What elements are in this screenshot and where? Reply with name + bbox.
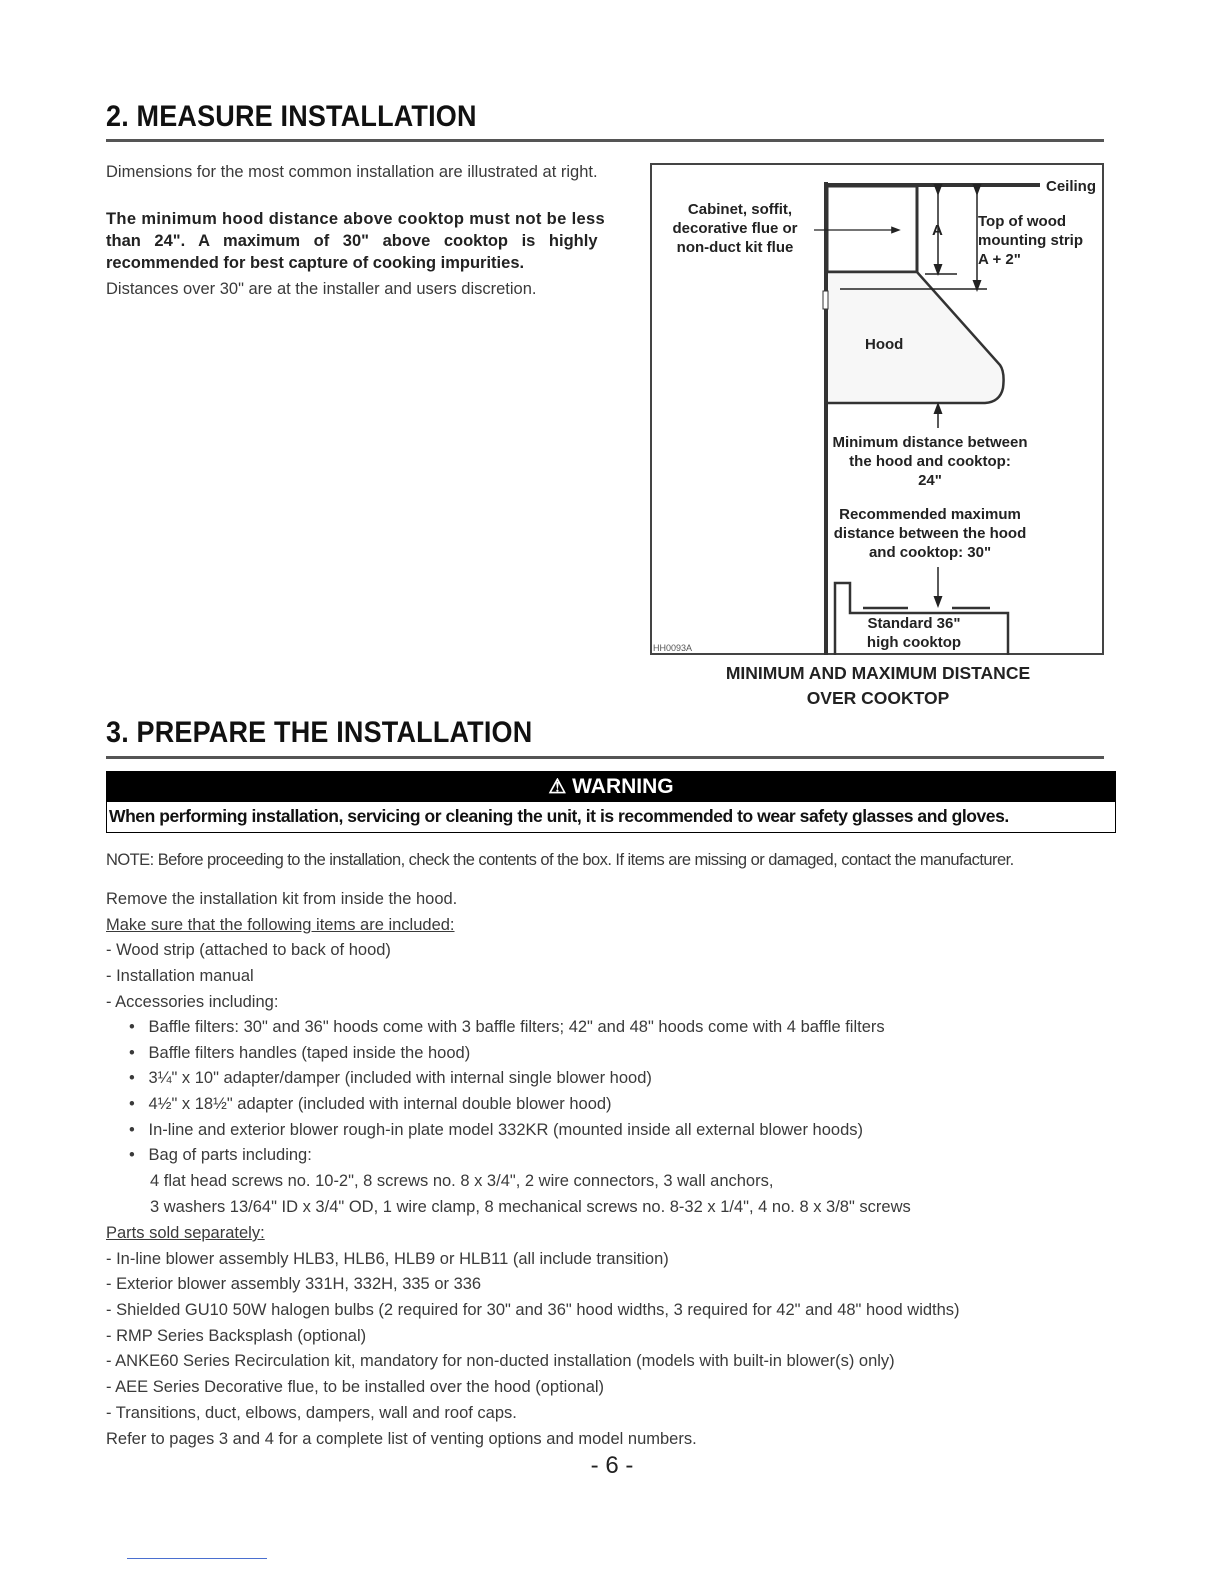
- diagram-caption-1: MINIMUM AND MAXIMUM DISTANCE: [725, 663, 1031, 683]
- note-text: NOTE: Before proceeding to the installation, check the contents of the box. If items are missing or damaged, contact the manufacturer.: [106, 851, 1014, 869]
- min-distance-text-2: than 24". A maximum of 30" above cooktop is highly: [106, 232, 598, 250]
- hood-shape: [828, 272, 1004, 403]
- cabinet-label-2: decorative flue or: [672, 220, 798, 237]
- separate-item: - In-line blower assembly HLB3, HLB6, HLB9 or HLB11 (all include transition): [106, 1250, 669, 1268]
- cabinet-box: [827, 186, 917, 272]
- warning-text: When performing installation, servicing or cleaning the unit, it is recommended to wear safety glasses and gloves.: [109, 806, 1009, 826]
- separate-item: - Shielded GU10 50W halogen bulbs (2 required for 30" and 36" hood widths, 3 required for 42" and 48" hood widths): [106, 1301, 960, 1319]
- accessory-item: • 3¼" x 10" adapter/damper (included with internal single blower hood): [129, 1069, 652, 1087]
- parts-bag-line: 3 washers 13/64" ID x 3/4" OD, 1 wire clamp, 8 mechanical screws no. 8-32 x 1/4", 4 no. 8 x 3/8" screws: [150, 1198, 911, 1216]
- included-item: - Accessories including:: [106, 993, 279, 1011]
- max-label-2: distance between the hood: [833, 525, 1027, 542]
- warning-triangle-icon: ⚠: [548, 776, 567, 798]
- min-label-3: 24": [918, 472, 942, 489]
- included-item: - Installation manual: [106, 967, 254, 985]
- min-label-1: Minimum distance between: [832, 434, 1028, 451]
- separate-item: - Transitions, duct, elbows, dampers, wall and roof caps.: [106, 1404, 517, 1422]
- min-distance-text-3: recommended for best capture of cooking impurities.: [106, 254, 525, 272]
- max-label-3: and cooktop: 30": [868, 544, 992, 561]
- accessory-text: In-line and exterior blower rough-in plate model 332KR (mounted inside all external blower hoods): [148, 1121, 864, 1139]
- accessory-text: Baffle filters: 30" and 36" hoods come with 3 baffle filters; 42" and 48" hoods come with 4 baffle filters: [148, 1018, 885, 1036]
- accessory-text: 4½" x 18½" adapter (included with internal double blower hood): [148, 1095, 612, 1113]
- strip-label-2: mounting strip: [978, 232, 1083, 249]
- accessory-text: Bag of parts including:: [148, 1146, 312, 1164]
- parts-bag-line: 4 flat head screws no. 10-2", 8 screws no. 8 x 3/4", 2 wire connectors, 3 wall anchors,: [150, 1172, 774, 1190]
- distance-note: Distances over 30" are at the installer and users discretion.: [106, 280, 537, 298]
- included-item: - Wood strip (attached to back of hood): [106, 941, 391, 959]
- accessory-item: • Baffle filters: 30" and 36" hoods come with 3 baffle filters; 42" and 48" hoods come with 4 baffle filters: [129, 1018, 885, 1036]
- diagram-caption-2: OVER COOKTOP: [806, 688, 950, 708]
- separate-item: - Exterior blower assembly 331H, 332H, 335 or 336: [106, 1275, 482, 1293]
- section-3-title: 3. PREPARE THE INSTALLATION: [106, 716, 533, 749]
- separate-item: - ANKE60 Series Recirculation kit, mandatory for non-ducted installation (models with built-in blower(s) only): [106, 1352, 895, 1370]
- accessory-item: • 4½" x 18½" adapter (included with internal double blower hood): [129, 1095, 612, 1113]
- divider: [106, 756, 1104, 759]
- cooktop-label-1: Standard 36": [867, 615, 961, 632]
- accessory-item: • Baffle filters handles (taped inside the hood): [129, 1044, 471, 1062]
- warning-title: WARNING: [572, 775, 674, 798]
- accessory-item: • Bag of parts including:: [129, 1146, 312, 1164]
- intro-text: Dimensions for the most common installation are illustrated at right.: [106, 163, 598, 181]
- included-heading: Make sure that the following items are included:: [106, 916, 455, 934]
- diagram-code: HH0093A: [653, 643, 693, 653]
- max-label-1: Recommended maximum: [839, 506, 1021, 523]
- section-2-title: 2. MEASURE INSTALLATION: [106, 100, 477, 133]
- ceiling-label: Ceiling: [1046, 178, 1097, 195]
- refer-text: Refer to pages 3 and 4 for a complete list of venting options and model numbers.: [106, 1430, 697, 1448]
- accessory-text: 3¼" x 10" adapter/damper (included with internal single blower hood): [148, 1069, 652, 1087]
- min-distance-text-1: The minimum hood distance above cooktop must not be less: [106, 210, 606, 228]
- hood-label: Hood: [865, 336, 904, 353]
- diagram-drawing: [0, 0, 1224, 700]
- strip-label-1: Top of wood: [978, 213, 1067, 230]
- cooktop-label-2: high cooktop: [866, 634, 962, 651]
- separate-item: - AEE Series Decorative flue, to be installed over the hood (optional): [106, 1378, 605, 1396]
- warning-header: [107, 772, 1115, 802]
- separate-item: - RMP Series Backsplash (optional): [106, 1327, 367, 1345]
- warning-box: [106, 771, 1116, 833]
- footer-line: [127, 1558, 267, 1559]
- cabinet-label-1: Cabinet, soffit,: [687, 201, 793, 218]
- strip-label-3: A + 2": [978, 251, 1021, 268]
- page-number: - 6 -: [590, 1452, 634, 1479]
- a-label: A: [932, 222, 943, 239]
- accessory-item: • In-line and exterior blower rough-in plate model 332KR (mounted inside all external blower hoods): [129, 1121, 864, 1139]
- min-label-2: the hood and cooktop:: [849, 453, 1011, 470]
- remove-kit-text: Remove the installation kit from inside the hood.: [106, 890, 458, 908]
- cabinet-label-3: non-duct kit flue: [676, 239, 794, 256]
- separate-heading: Parts sold separately:: [106, 1224, 265, 1242]
- accessory-text: Baffle filters handles (taped inside the hood): [148, 1044, 471, 1062]
- wood-strip: [823, 291, 828, 309]
